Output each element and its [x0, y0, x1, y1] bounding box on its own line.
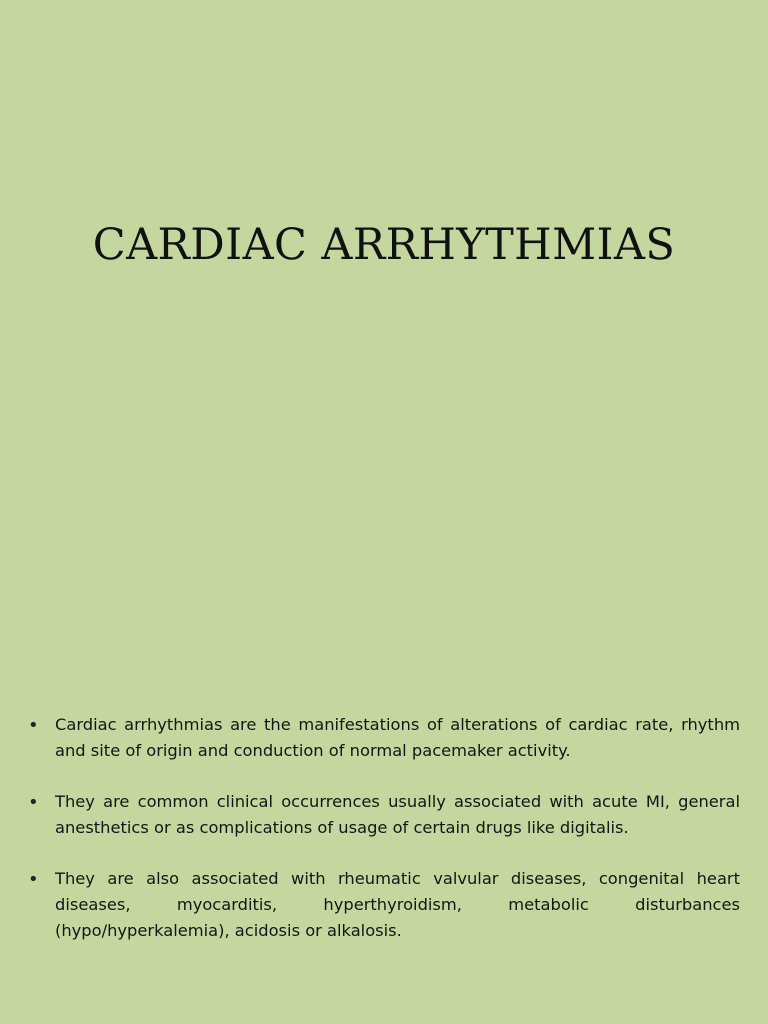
bullet-item	[0, 712, 768, 764]
bullet-dot-icon: •	[28, 715, 39, 736]
slide-title: CARDIAC ARRHYTHMIAS	[92, 220, 676, 270]
bullet-dot-icon: •	[28, 792, 39, 813]
bullet-item	[0, 789, 768, 841]
bullet-text: Cardiac arrhythmias are the manifestations of alterations of cardiac rate, rhythm and site of origin and conduction of normal pacemaker activity.	[55, 715, 740, 760]
bullet-text: They are also associated with rheumatic valvular diseases, congenital heart diseases, myocarditis, hyperthyroidism, metabolic disturbances (hypo/hyperkalemia), acidosis or alkalosis.	[55, 869, 740, 940]
bullet-item	[0, 866, 768, 944]
bullet-text: They are common clinical occurrences usually associated with acute MI, general anesthetics or as complications of usage of certain drugs like digitalis.	[55, 792, 740, 837]
bullet-list	[0, 712, 768, 969]
bullet-dot-icon: •	[28, 869, 39, 890]
